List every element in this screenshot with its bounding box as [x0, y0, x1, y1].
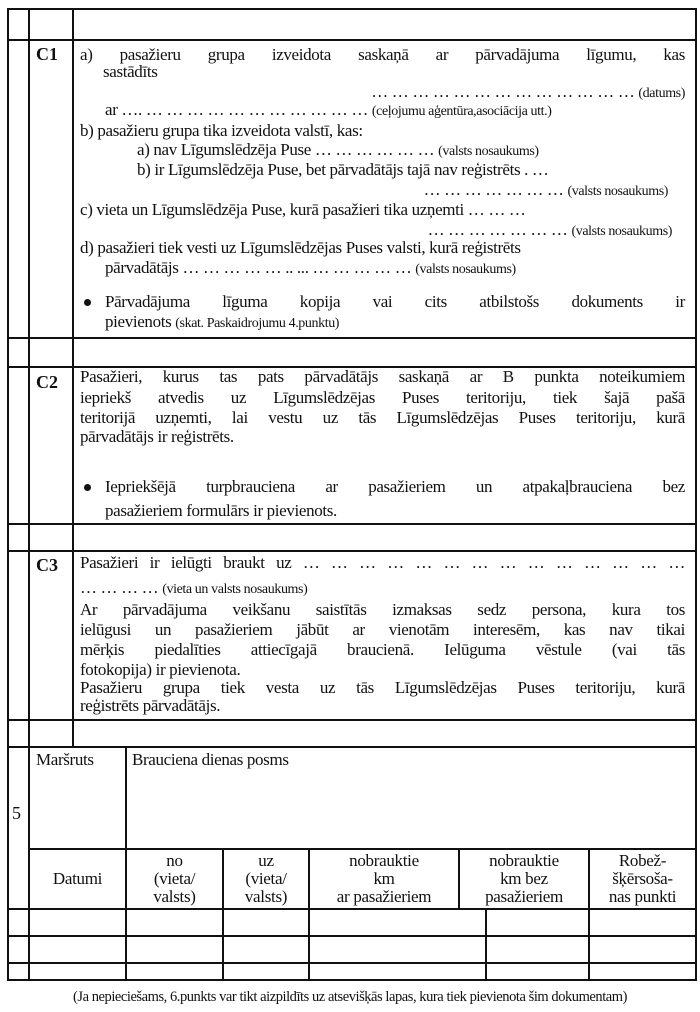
c3-line: Ar pārvadājuma veikšanu saistītās izmaksas sedz persona, kura tos	[80, 600, 685, 619]
c3-line: fotokopija) ir pievienota.	[80, 660, 241, 679]
c1-bb-line: b) ir Līgumslēdzēja Puse, bet pārvadātājs tajā nav reģistrēts . …	[137, 160, 549, 179]
date-note: (datums)	[638, 86, 685, 101]
c3-line: Pasažieri ir ielūgti braukt uz … … … … … … … … … … … … … …	[80, 553, 685, 572]
c-note: (valsts nosaukums)	[571, 224, 672, 239]
c1-b-line: b) pasažieru grupa tika izveidota valstī, kas:	[80, 121, 363, 140]
header-text: Datumi	[52, 869, 103, 888]
header-km-without-passengers	[460, 850, 588, 908]
date-dots: … … … … … … … … … … … … …	[371, 82, 635, 101]
rule	[7, 8, 697, 10]
rule	[7, 746, 697, 748]
c2-line: Pasažieri, kurus tas pats pārvadātājs saskaņā ar B punkta noteikumiem	[80, 367, 685, 386]
place-dots: … … … …	[80, 578, 159, 597]
c3-place-field	[80, 578, 307, 600]
section-number: 5	[12, 803, 21, 823]
header-text: nobrauktie	[489, 851, 559, 870]
section-label-c1: C1	[36, 44, 58, 64]
c3-line: reģistrēts pārvadātājs.	[80, 696, 221, 715]
agency-dots: ar …. … … … … … … … … … … …	[105, 100, 369, 119]
header-text: pasažieriem	[485, 887, 563, 906]
c1-d-line: d) pasažieri tiek vesti uz Līgumslēdzējas Puses valsti, kurā reģistrēts	[80, 238, 521, 257]
header-text: no	[166, 851, 183, 870]
c1-a-line: a) pasažieru grupa izveidota saskaņā ar pārvadājuma līgumu, kas	[80, 45, 685, 64]
footer-note: (Ja nepieciešams, 6.punkts var tikt aizpildīts uz atsevišķās lapas, kura tiek pievienota šim dokumentam)	[73, 989, 627, 1005]
c1-bb-field	[424, 180, 668, 202]
bullet-icon	[84, 299, 91, 306]
header-to	[224, 850, 308, 908]
rule	[7, 908, 697, 910]
header-text: Robež-	[618, 851, 667, 870]
header-text: km	[373, 869, 395, 888]
c2-bullet-line: Iepriekšējā turpbrauciena ar pasažieriem un atpakaļbrauciena bez	[105, 477, 685, 496]
header-text: (vieta/	[245, 869, 287, 888]
rule	[7, 962, 697, 964]
rule	[7, 935, 697, 937]
rule	[28, 8, 30, 981]
rule	[485, 908, 487, 981]
c1-agency-field	[105, 100, 552, 122]
c-dots: … … … … … … …	[427, 220, 568, 239]
c2-bullet-line: pasažieriem formulārs ir pievienots.	[105, 501, 337, 520]
header-from	[127, 850, 222, 908]
header-text: km bez	[500, 869, 548, 888]
rule	[72, 8, 74, 748]
header-text: valsts)	[153, 887, 196, 906]
header-text: ar pasažieriem	[336, 887, 432, 906]
d-dots: pārvadātājs … … … … … .. ... … … … … …	[105, 258, 412, 277]
rule	[7, 550, 697, 552]
c3-line: ielūgusi un pasažieriem jābūt ar vienotām interesēm, kas nav tikai	[80, 620, 685, 639]
rule	[695, 8, 697, 981]
rule	[7, 523, 697, 525]
c1-d-field	[105, 258, 516, 280]
header-dates	[30, 850, 125, 908]
header-text: uz	[258, 851, 274, 870]
rule	[7, 337, 697, 339]
c1-bullet-line: Pārvadājuma līguma kopija vai cits atbilstošs dokuments ir	[105, 292, 685, 311]
bb-note: (valsts nosaukums)	[567, 184, 668, 199]
d-note: (valsts nosaukums)	[415, 262, 516, 277]
bullet-icon	[84, 484, 91, 491]
rule	[7, 39, 697, 41]
header-text: nobrauktie	[349, 851, 419, 870]
c1-ba-line	[137, 140, 539, 162]
c3-line: Pasažieru grupa tiek vesta uz tās Līgumslēdzējas Puses teritoriju, kurā	[80, 678, 685, 697]
header-text: (vieta/	[153, 869, 196, 888]
bullet-text: pievienots	[105, 312, 172, 331]
c1-c-line: c) vieta un Līgumslēdzēja Puse, kurā pasažieri tika uzņemti … … …	[80, 200, 526, 219]
header-text: šķērsoša-	[612, 869, 673, 888]
bullet-note: (skat. Paskaidrojumu 4.punktu)	[175, 316, 340, 331]
rule	[7, 979, 697, 981]
header-border-crossings	[590, 850, 695, 908]
header-text: nas punkti	[608, 887, 677, 906]
bb-dots: … … … … … … …	[423, 180, 564, 199]
c1-a-line: sastādīts	[103, 62, 158, 81]
c1-bullet-line	[105, 312, 339, 334]
c2-line: teritorijā uzņemti, lai vestu uz tās Līgumslēdzējas Puses teritoriju, kurā	[80, 408, 685, 427]
rule	[7, 8, 9, 981]
header-km-with-passengers	[310, 850, 458, 908]
c3-line: mērķis piedalīties attiecīgajā braucienā. Ielūguma vēstule (vai tās	[80, 640, 685, 659]
header-text: valsts)	[244, 887, 288, 906]
day-leg-label: Brauciena dienas posms	[132, 750, 289, 769]
place-note: (vieta un valsts nosaukums)	[162, 582, 308, 597]
agency-note: (ceļojumu aģentūra,asociācija utt.)	[371, 104, 552, 119]
route-label: Maršruts	[36, 750, 94, 769]
c2-line: iepriekš atvedis uz Līgumslēdzējas Puses teritoriju, tiek šajā pašā	[80, 388, 685, 407]
section-label-c3: C3	[36, 555, 58, 575]
ba-note: (valsts nosaukums)	[438, 144, 539, 159]
section-label-c2: C2	[36, 372, 58, 392]
c2-line: pārvadātājs ir reģistrēts.	[80, 427, 234, 446]
rule	[7, 719, 697, 721]
ba-text: a) nav Līgumslēdzēja Puse … … … … … …	[137, 140, 435, 159]
